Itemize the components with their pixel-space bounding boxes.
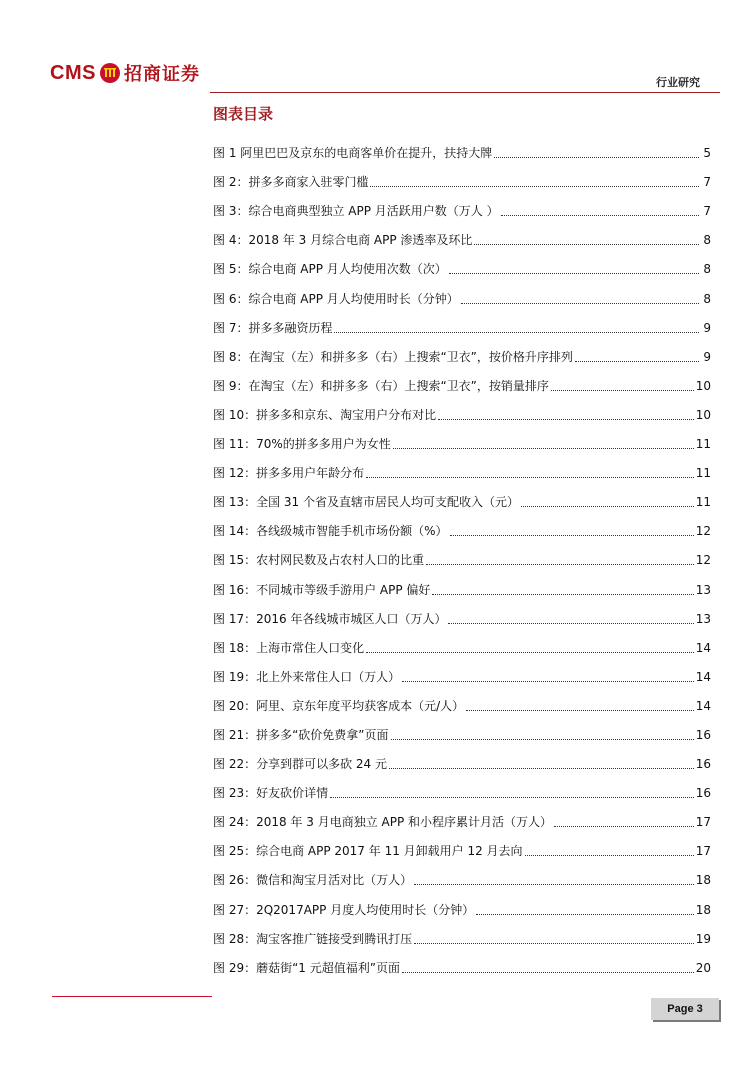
- toc-entry[interactable]: [213, 219, 711, 248]
- dot-leader: [474, 244, 699, 245]
- footer-divider: [52, 996, 212, 997]
- dot-leader: [494, 157, 699, 158]
- toc-entry-label: 图 7：拼多多融资历程: [213, 320, 333, 335]
- toc-entry-label: 图 6：综合电商 APP 月人均使用时长（分钟）: [213, 291, 459, 306]
- toc-entry-page: 12: [695, 524, 711, 539]
- toc-entry-label: 图 24：2018 年 3 月电商独立 APP 和小程序累计月活（万人）: [213, 815, 553, 830]
- toc-entry-page: 20: [695, 960, 711, 975]
- toc-entry[interactable]: [213, 394, 711, 423]
- toc-entry[interactable]: [213, 452, 711, 481]
- dot-leader: [391, 739, 694, 740]
- toc-entry-label: 图 2：拼多多商家入驻零门槛: [213, 175, 369, 190]
- toc-entry-page: 9: [703, 349, 711, 364]
- toc-entry-label: 图 21：拼多多“砍价免费拿”页面: [213, 727, 389, 742]
- toc-entry-label: 图 28：淘宝客推广链接受到腾讯打压: [213, 931, 413, 946]
- logo-emblem-icon: [100, 63, 120, 83]
- toc-entry[interactable]: [213, 132, 711, 161]
- toc-entry[interactable]: [213, 423, 711, 452]
- toc-entry-page: 8: [703, 233, 711, 248]
- toc-entry[interactable]: [213, 336, 711, 365]
- toc-entry-page: 11: [695, 437, 711, 452]
- toc-entry[interactable]: [213, 190, 711, 219]
- toc-entry-label: 图 19：北上外来常住人口（万人）: [213, 669, 401, 684]
- toc-entry[interactable]: [213, 568, 711, 597]
- toc-entry[interactable]: [213, 859, 711, 888]
- page-number-badge: Page 3: [651, 998, 719, 1020]
- toc-entry-page: 14: [695, 669, 711, 684]
- dot-leader: [551, 390, 694, 391]
- toc-entry-label: 图 22：分享到群可以多砍 24 元: [213, 757, 387, 772]
- dot-leader: [414, 943, 694, 944]
- toc-entry-page: 10: [695, 407, 711, 422]
- toc-entry-page: 9: [703, 320, 711, 335]
- toc-entry[interactable]: [213, 598, 711, 627]
- toc-entry-page: 16: [695, 786, 711, 801]
- toc-entry[interactable]: [213, 510, 711, 539]
- toc-entry[interactable]: [213, 307, 711, 336]
- toc-entry-label: 图 17：2016 年各线城市城区人口（万人）: [213, 611, 447, 626]
- toc-entry-page: 14: [695, 640, 711, 655]
- toc-entry[interactable]: [213, 481, 711, 510]
- toc-title: 图表目录: [213, 105, 274, 123]
- header-divider: [210, 92, 720, 93]
- dot-leader: [450, 535, 694, 536]
- dot-leader: [366, 652, 694, 653]
- toc-entry-page: 17: [695, 815, 711, 830]
- dot-leader: [525, 855, 694, 856]
- dot-leader: [414, 884, 694, 885]
- toc-entry[interactable]: [213, 743, 711, 772]
- toc-entry-label: 图 13：全国 31 个省及直辖市居民人均可支配收入（元）: [213, 495, 519, 510]
- dot-leader: [389, 768, 694, 769]
- toc-entry-page: 11: [695, 466, 711, 481]
- toc-entry[interactable]: [213, 685, 711, 714]
- toc-entry-label: 图 4：2018 年 3 月综合电商 APP 渗透率及环比: [213, 233, 473, 248]
- dot-leader: [448, 623, 693, 624]
- toc-entry-page: 7: [703, 175, 711, 190]
- toc-entry[interactable]: [213, 161, 711, 190]
- toc-entry-label: 图 25：综合电商 APP 2017 年 11 月卸载用户 12 月去向: [213, 844, 523, 859]
- dot-leader: [426, 564, 694, 565]
- toc-entry-page: 5: [703, 146, 711, 161]
- toc-entry-page: 13: [695, 582, 711, 597]
- toc-entry-page: 11: [695, 495, 711, 510]
- toc-entry[interactable]: [213, 656, 711, 685]
- toc-entry-page: 13: [695, 611, 711, 626]
- dot-leader: [334, 332, 699, 333]
- toc-entry-label: 图 15：农村网民数及占农村人口的比重: [213, 553, 425, 568]
- dot-leader: [554, 826, 694, 827]
- logo-latin-text: CMS: [50, 61, 96, 84]
- figure-list: [213, 132, 711, 976]
- dot-leader: [438, 419, 694, 420]
- page-header: [0, 0, 750, 100]
- toc-entry-label: 图 5：综合电商 APP 月人均使用次数（次）: [213, 262, 447, 277]
- toc-entry-page: 18: [695, 902, 711, 917]
- toc-entry-label: 图 27：2Q2017APP 月度人均使用时长（分钟）: [213, 902, 475, 917]
- toc-entry-label: 图 18：上海市常住人口变化: [213, 640, 365, 655]
- toc-entry-page: 12: [695, 553, 711, 568]
- toc-entry[interactable]: [213, 772, 711, 801]
- toc-entry-label: 图 16：不同城市等级手游用户 APP 偏好: [213, 582, 431, 597]
- dot-leader: [449, 273, 699, 274]
- toc-entry-label: 图 1 阿里巴巴及京东的电商客单价在提升，扶持大牌: [213, 146, 493, 161]
- dot-leader: [476, 914, 694, 915]
- toc-entry-label: 图 12：拼多多用户年龄分布: [213, 466, 365, 481]
- dot-leader: [366, 477, 694, 478]
- dot-leader: [461, 303, 699, 304]
- toc-entry-page: 16: [695, 727, 711, 742]
- dot-leader: [466, 710, 694, 711]
- toc-entry-page: 17: [695, 844, 711, 859]
- toc-entry[interactable]: [213, 714, 711, 743]
- toc-entry-page: 16: [695, 757, 711, 772]
- toc-entry-page: 10: [695, 378, 711, 393]
- toc-entry-label: 图 8：在淘宝（左）和拼多多（右）上搜索“卫衣”，按价格升序排列: [213, 349, 573, 364]
- toc-entry-label: 图 9：在淘宝（左）和拼多多（右）上搜索“卫衣”，按销量排序: [213, 378, 549, 393]
- dot-leader: [393, 448, 694, 449]
- toc-entry-label: 图 11：70%的拼多多用户为女性: [213, 437, 391, 452]
- toc-entry[interactable]: [213, 801, 711, 830]
- dot-leader: [402, 681, 694, 682]
- toc-entry-label: 图 20：阿里、京东年度平均获客成本（元/人）: [213, 698, 465, 713]
- toc-entry[interactable]: [213, 918, 711, 947]
- toc-entry[interactable]: [213, 888, 711, 917]
- toc-entry-label: 图 23：好友砍价详情: [213, 786, 329, 801]
- toc-entry[interactable]: [213, 830, 711, 859]
- toc-entry[interactable]: [213, 277, 711, 306]
- toc-entry-label: 图 10：拼多多和京东、淘宝用户分布对比: [213, 407, 437, 422]
- toc-entry-page: 7: [703, 204, 711, 219]
- toc-entry-page: 19: [695, 931, 711, 946]
- toc-entry-page: 8: [703, 291, 711, 306]
- toc-entry-page: 14: [695, 698, 711, 713]
- logo-chinese-text: 招商证券: [123, 64, 200, 85]
- section-tag: 行业研究: [656, 76, 700, 89]
- toc-entry-page: 8: [703, 262, 711, 277]
- dot-leader: [501, 215, 699, 216]
- toc-entry[interactable]: [213, 947, 711, 976]
- toc-entry[interactable]: [213, 539, 711, 568]
- toc-entry-label: 图 14：各线级城市智能手机市场份额（%）: [213, 524, 448, 539]
- cms-logo: [50, 60, 200, 86]
- dot-leader: [521, 506, 694, 507]
- toc-entry[interactable]: [213, 248, 711, 277]
- dot-leader: [575, 361, 699, 362]
- toc-entry-page: 18: [695, 873, 711, 888]
- dot-leader: [330, 797, 694, 798]
- dot-leader: [370, 186, 699, 187]
- toc-entry-label: 图 3：综合电商典型独立 APP 月活跃用户数（万人 ）: [213, 204, 499, 219]
- dot-leader: [432, 594, 693, 595]
- toc-entry-label: 图 29：蘑菇街“1 元超值福利”页面: [213, 960, 400, 975]
- toc-entry-label: 图 26：微信和淘宝月活对比（万人）: [213, 873, 413, 888]
- toc-entry[interactable]: [213, 365, 711, 394]
- toc-entry[interactable]: [213, 627, 711, 656]
- dot-leader: [402, 972, 694, 973]
